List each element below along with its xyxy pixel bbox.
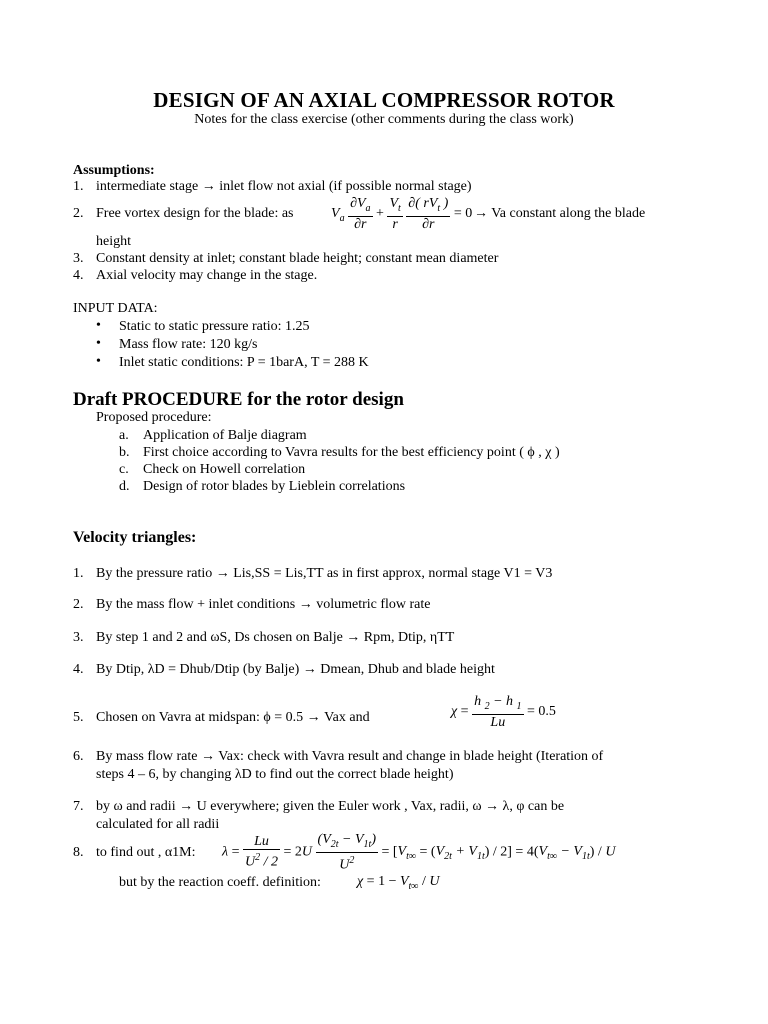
bullet-icon: • xyxy=(96,354,101,369)
free-vortex-equation: $V_a$ $\frac{\partial V_a}{\partial r}$ + $\frac{V_t}{r}$ $\frac{\partial( rV_t )}{\partial r}$ = 0 xyxy=(331,196,473,232)
item-text: → Va constant along the blade xyxy=(474,206,646,221)
item-number: 1. xyxy=(73,179,84,194)
item-number: 2. xyxy=(73,206,84,221)
item-text: Check on Howell correlation xyxy=(143,462,306,477)
item-text: intermediate stage → inlet flow not axial (if possible normal stage) xyxy=(96,179,472,194)
item-number: 4. xyxy=(73,662,84,677)
reaction-definition-equation: $\chi = 1 - V_{t\infty} / U$ xyxy=(357,874,440,892)
item-number: 5. xyxy=(73,710,84,725)
procedure-heading: Draft PROCEDURE for the rotor design xyxy=(73,389,404,410)
item-text: by ω and radii → U everywhere; given the Euler work , Vax, radii, ω → λ, φ can be xyxy=(96,799,565,814)
item-number: 2. xyxy=(73,597,84,612)
item-text: Static to static pressure ratio: 1.25 xyxy=(119,319,310,334)
work-coefficient-equation: λ = $\frac{Lu}{U^2 / 2}$ = 2U $\frac{(V_{2t} - V_{1t})}{U^2}$ = $[V_{t\infty} = (V_{2t} + V_{1t}) / 2] = 4(V_{t\infty} - V_{1t}) / U$ xyxy=(222,832,616,873)
item-number: 6. xyxy=(73,749,84,764)
input-data-heading: INPUT DATA: xyxy=(73,301,158,316)
velocity-heading: Velocity triangles: xyxy=(73,529,197,546)
item-text: Design of rotor blades by Lieblein correlations xyxy=(143,479,406,494)
reaction-equation: χ = $\frac{h _2 - h _1}{Lu}$ = 0.5 xyxy=(451,694,556,730)
item-text: By the mass flow + inlet conditions → volumetric flow rate xyxy=(96,597,431,612)
assumptions-heading: Assumptions: xyxy=(73,163,155,178)
item-text: to find out , α1M: xyxy=(96,845,196,860)
bullet-icon: • xyxy=(96,318,101,333)
item-label: c. xyxy=(119,462,129,477)
item-text: By step 1 and 2 and ωS, Ds chosen on Balje → Rpm, Dtip, ηTT xyxy=(96,630,455,645)
item-label: b. xyxy=(119,445,130,460)
item-text: By the pressure ratio → Lis,SS = Lis,TT as in first approx, normal stage V1 = V3 xyxy=(96,566,553,581)
bullet-icon: • xyxy=(96,336,101,351)
item-text: Constant density at inlet; constant blade height; constant mean diameter xyxy=(96,251,499,266)
item-text: First choice according to Vavra results for the best efficiency point ( ϕ , χ ) xyxy=(143,445,560,460)
item-number: 4. xyxy=(73,268,84,283)
page-title: DESIGN OF AN AXIAL COMPRESSOR ROTOR xyxy=(153,88,615,112)
item-text: steps 4 – 6, by changing λD to find out the correct blade height) xyxy=(96,767,454,782)
item-number: 3. xyxy=(73,251,84,266)
item-text: By mass flow rate → Vax: check with Vavra result and change in blade height (Iteration of xyxy=(96,749,604,764)
procedure-intro: Proposed procedure: xyxy=(96,410,212,425)
item-text: Inlet static conditions: P = 1barA, T = 288 K xyxy=(119,355,369,370)
item-text: Free vortex design for the blade: as xyxy=(96,206,294,221)
item-text: By Dtip, λD = Dhub/Dtip (by Balje) → Dmean, Dhub and blade height xyxy=(96,662,495,677)
item-text: height xyxy=(96,234,131,249)
page-subtitle: Notes for the class exercise (other comments during the class work) xyxy=(194,112,574,127)
item-number: 7. xyxy=(73,799,84,814)
item-number: 1. xyxy=(73,566,84,581)
reaction-text: but by the reaction coeff. definition: xyxy=(119,875,321,890)
item-number: 8. xyxy=(73,845,84,860)
item-label: a. xyxy=(119,428,129,443)
item-text: Axial velocity may change in the stage. xyxy=(96,268,318,283)
item-text: Application of Balje diagram xyxy=(143,428,307,443)
item-text: Mass flow rate: 120 kg/s xyxy=(119,337,258,352)
item-number: 3. xyxy=(73,630,84,645)
item-text: Chosen on Vavra at midspan: ϕ = 0.5 → Vax and xyxy=(96,710,370,725)
item-text: calculated for all radii xyxy=(96,817,220,832)
item-label: d. xyxy=(119,479,130,494)
